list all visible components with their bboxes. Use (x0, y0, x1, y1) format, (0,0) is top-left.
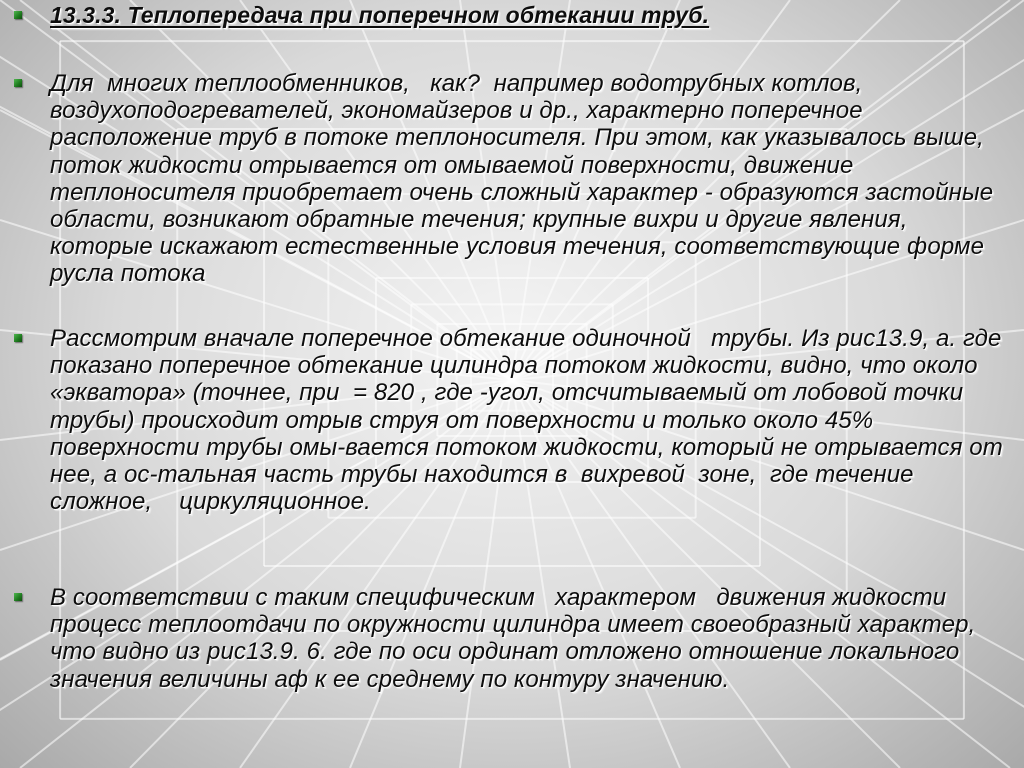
paragraph-text: Рассмотрим вначале поперечное обтекание одиночной трубы. Из рис13.9, а. где показано поперечное обтекание цилиндра потоком жидкости, видно, что около «экватора» (точнее, при = 820 , где -угол, отсчитываемый от лобовой точки трубы) происходит отрыв струя от поверхности и только около 45% поверхности трубы омы-вается потоком жидкости, который не отрывается от нее, а ос-тальная часть трубы находится в вихревой зоне, где течение сложное, циркуляционное. (50, 325, 1010, 516)
bullet-square-icon (14, 79, 22, 87)
paragraph-text: Для многих теплообменников, как? например водотрубных котлов, воздухоподогревателей, экономайзеров и др., характерно поперечное расположение труб в потоке теплоносителя. При этом, как указывалось выше, поток жидкости отрывается от омываемой поверхности, движение теплоносителя приобретает очень сложный характер - образуются застойные области, возникают обратные течения; крупные вихри и другие явления, которые искажают естественные условия течения, соответствующие форме русла потока (50, 70, 1000, 288)
slide-title: 13.3.3. Теплопередача при поперечном обтекании труб. (50, 2, 710, 28)
bullet-square-icon (14, 11, 22, 19)
bullet-square-icon (14, 334, 22, 342)
paragraph-text: В соответствии с таким специфическим характером движения жидкости процесс теплоотдачи по окружности цилиндра имеет своеобразный характер, что видно из рис13.9. 6. где по оси ординат отложено отношение локального значения величины аф к ее среднему по контуру значению. (50, 584, 983, 693)
bullet-square-icon (14, 593, 22, 601)
